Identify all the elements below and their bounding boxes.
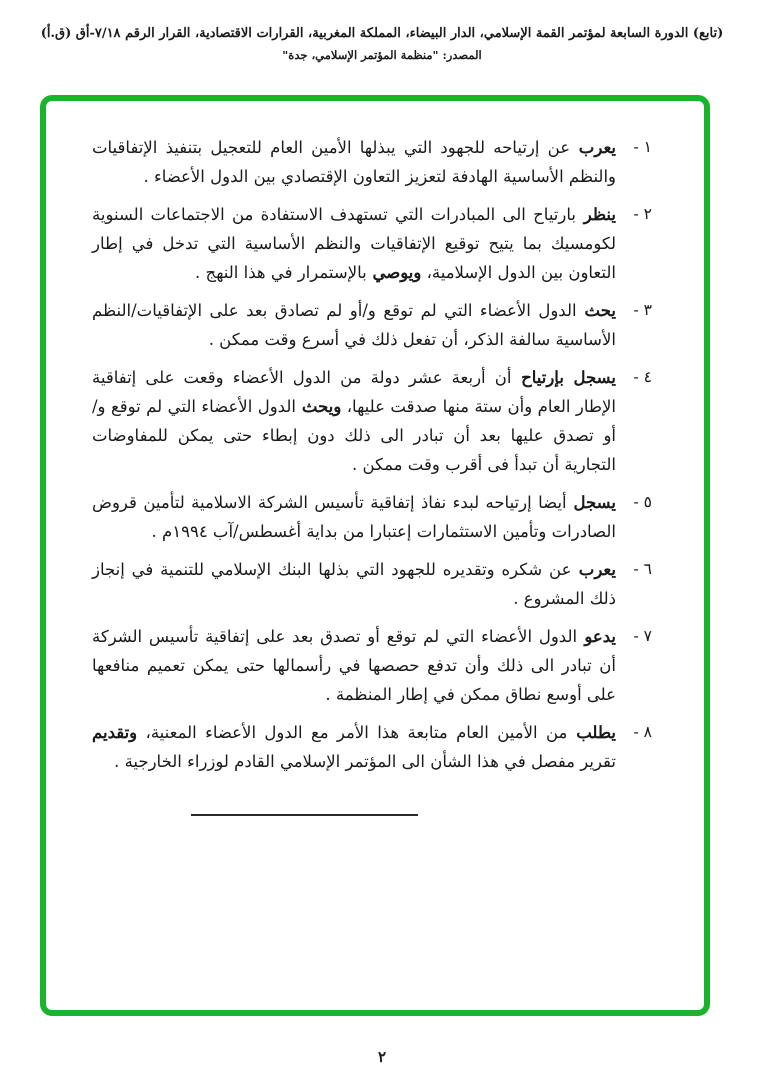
text-segment: تقرير مفصل في هذا الشأن الى المؤتمر الإسلامي القادم لوزراء الخارجية . bbox=[114, 752, 616, 771]
header-title-line: (تابع) الدورة السابعة لمؤتمر القمة الإسلامي، الدار البيضاء، المملكة المغربية، القرارات الاقتصادية، القرار الرقم ٧/١٨-أق (ق.أ) bbox=[40, 26, 724, 41]
item-number: ٨ - bbox=[633, 723, 652, 741]
item-number: ٦ - bbox=[633, 560, 652, 578]
highlight-border-box bbox=[40, 95, 710, 1016]
item-text bbox=[92, 363, 616, 479]
text-segment: يدعو bbox=[577, 627, 616, 646]
text-segment: أيضا إرتياحه لبدء نفاذ إتفاقية تأسيس الشركة الاسلامية لتأمين قروض الصادرات وتأمين الاستثمارات إعتبارا من بداية أغسطس/آب ١٩٩٤م . bbox=[92, 493, 616, 541]
resolution-item bbox=[92, 363, 652, 479]
text-segment: يعرب bbox=[570, 138, 617, 157]
item-text bbox=[92, 488, 616, 546]
item-number: ٢ - bbox=[633, 205, 652, 223]
item-text bbox=[92, 296, 616, 354]
item-number: ١ - bbox=[633, 138, 652, 156]
text-segment: أن أربعة عشر دولة من الدول الأعضاء وقعت على إتفاقية الإطار العام وأن ستة منها صدقت عليها، bbox=[92, 368, 616, 416]
text-segment: الدول الأعضاء التي لم توقع أو تصدق بعد على إتفاقية تأسيس الشركة أن تبادر الى ذلك وأن تدفع حصصها في رأسمالها حتى يمكن تعميم منافعها على أوسع نطاق ممكن في إطار المنظمة . bbox=[92, 627, 616, 704]
item-number: ٣ - bbox=[633, 301, 652, 319]
text-segment: ويوصي bbox=[366, 263, 422, 282]
resolution-item bbox=[92, 718, 652, 776]
item-text bbox=[92, 555, 616, 613]
resolution-item bbox=[92, 555, 652, 613]
header-source-line: المصدر: "منظمة المؤتمر الإسلامي، جدة" bbox=[282, 48, 482, 62]
text-segment: عن إرتياحه للجهود التي يبذلها الأمين العام للتعجيل بتنفيذ الإتفاقيات والنظم الأساسية الهادفة لتعزيز التعاون الإقتصادي بين الدول الأعضاء . bbox=[92, 138, 616, 186]
text-segment: يسجل bbox=[566, 493, 616, 512]
item-text bbox=[92, 718, 616, 776]
resolution-list bbox=[46, 101, 704, 776]
text-segment: يعرب bbox=[571, 560, 616, 579]
item-text bbox=[92, 200, 616, 287]
resolution-item bbox=[92, 296, 652, 354]
text-segment: يطلب bbox=[567, 723, 616, 742]
text-segment: ينظر bbox=[576, 205, 616, 224]
page-number: ٢ bbox=[377, 1048, 387, 1066]
text-segment: وتقديم bbox=[92, 723, 138, 742]
text-segment: ويحث bbox=[295, 397, 342, 416]
resolution-item bbox=[92, 488, 652, 546]
item-text bbox=[92, 133, 616, 191]
item-number: ٧ - bbox=[633, 627, 652, 645]
document-header bbox=[0, 26, 764, 62]
item-number: ٥ - bbox=[633, 493, 652, 511]
text-segment: عن شكره وتقديره للجهود التي بذلها البنك الإسلامي للتنمية في إنجاز ذلك المشروع . bbox=[92, 560, 616, 608]
divider-line bbox=[191, 814, 418, 816]
resolution-item bbox=[92, 622, 652, 709]
item-number: ٤ - bbox=[633, 368, 652, 386]
text-segment: يسجل بإرتياح bbox=[511, 368, 616, 387]
text-segment: الدول الأعضاء التي لم توقع و/أو تصدق عليها بعد أن تبادر الى ذلك دون إبطاء حتى يمكن للمفاوضات التجارية أن تبدأ فى أقرب وقت ممكن . bbox=[92, 397, 616, 474]
text-segment: يحث bbox=[576, 301, 616, 320]
text-segment: بالإستمرار في هذا النهج . bbox=[195, 263, 367, 282]
text-segment: من الأمين العام متابعة هذا الأمر مع الدول الأعضاء المعنية، bbox=[137, 723, 568, 742]
text-segment: الدول الأعضاء التي لم توقع و/أو لم تصادق بعد على الإتفاقيات/النظم الأساسية سالفة الذكر، أن تفعل ذلك في أسرع وقت ممكن . bbox=[92, 301, 616, 349]
resolution-item bbox=[92, 200, 652, 287]
item-text bbox=[92, 622, 616, 709]
resolution-item bbox=[92, 133, 652, 191]
text-segment: بارتياح الى المبادرات التي تستهدف الاستفادة من الاجتماعات السنوية لكومسيك بما يتيح توقيع الإتفاقيات والنظم الأساسية التي تدخل في إطار التعاون بين الدول الإسلامية، bbox=[92, 205, 616, 282]
